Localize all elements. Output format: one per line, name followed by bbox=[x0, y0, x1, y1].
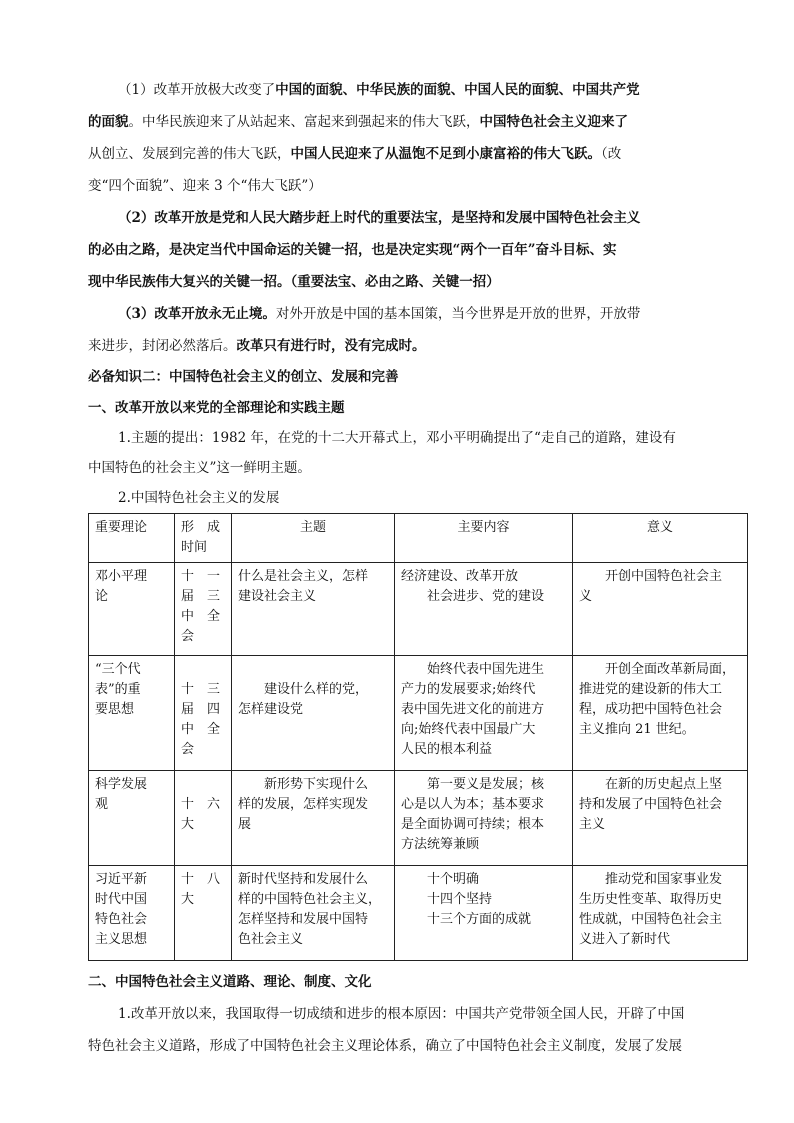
item1-line2: 中国特色的社会主义”这一鲜明主题。 bbox=[88, 460, 311, 476]
cell-theme: 建设什么样的党， 怎样建设党 bbox=[232, 656, 395, 771]
section2-line1: 1.改革开放以来，我国取得一切成绩和进步的根本原因：中国共产党带领全国人民，开辟了中国 bbox=[118, 1006, 685, 1022]
section-heading-1: 一、改革开放以来党的全部理论和实践主题 bbox=[88, 400, 345, 416]
cell-theory: 习近平新 时代中国 特色社会 主义思想 bbox=[89, 866, 175, 961]
cell-theory: 科学发展 观 bbox=[89, 771, 175, 866]
cell-meaning: 在新的历史起点上坚 持和发展了中国特色社会 主义 bbox=[573, 771, 748, 866]
section-heading-2: 二、中国特色社会主义道路、理论、制度、文化 bbox=[88, 974, 372, 990]
cell-theme: 新形势下实现什么 样的发展，怎样实现发 展 bbox=[232, 771, 395, 866]
section2-line2: 特色社会主义道路，形成了中国特色社会主义理论体系，确立了中国特色社会主义制度，发展了发展 bbox=[88, 1038, 682, 1054]
cell-time: 十 三 届 四 中 全 会 bbox=[175, 656, 232, 771]
p3-bold-text: 改革只有进行时，没有完成时。 bbox=[236, 338, 426, 354]
p1-text: （1）改革开放极大改变了 bbox=[118, 82, 276, 98]
item2-label: 2.中国特色社会主义的发展 bbox=[118, 490, 280, 506]
cell-time: 十 一 届 三 中 全 会 bbox=[175, 563, 232, 656]
p1-line3 bbox=[88, 144, 708, 164]
cell-theme: 什么是社会主义，怎样 建设社会主义 bbox=[232, 563, 395, 656]
header-meaning: 意义 bbox=[573, 514, 748, 563]
knowledge2-title: 必备知识二：中国特色社会主义的创立、发展和完善 bbox=[88, 369, 399, 385]
header-theory: 重要理论 bbox=[89, 514, 175, 563]
cell-meaning: 开创中国特色社会主 义 bbox=[573, 563, 748, 656]
cell-theory: “三个代 表”的重 要思想 bbox=[89, 656, 175, 771]
p1-bold-text: 中国人民迎来了从温饱不足到小康富裕的伟大飞跃。 bbox=[290, 146, 601, 162]
p1-line1 bbox=[118, 80, 738, 100]
p1-bold-text: 中国特色社会主义迎来了 bbox=[479, 114, 628, 130]
p3-text: 来进步，封闭必然落后。 bbox=[88, 338, 237, 354]
p1-text: 。中华民族迎来了从站起来、富起来到强起来的伟大飞跃， bbox=[128, 114, 480, 130]
cell-content: 第一要义是发展；核 心是以人为本；基本要求 是全面协调可持续；根本 方法统筹兼顾 bbox=[395, 771, 573, 866]
p2-line1: （2）改革开放是党和人民大踏步赶上时代的重要法宝，是坚持和发展中国特色社会主义 bbox=[118, 210, 641, 226]
table-header-row bbox=[89, 514, 748, 563]
p1-line4 bbox=[88, 176, 708, 196]
p3-line2 bbox=[88, 336, 708, 356]
table-row bbox=[89, 771, 748, 866]
cell-time: 十 八 大 bbox=[175, 866, 232, 961]
cell-meaning: 开创全面改革新局面， 推进党的建设新的伟大工 程，成功把中国特色社会 主义推向 21 世纪。 bbox=[573, 656, 748, 771]
cell-content: 经济建设、改革开放 社会进步、党的建设 bbox=[395, 563, 573, 656]
p1-line2 bbox=[88, 112, 708, 132]
header-time: 形 成 时间 bbox=[175, 514, 232, 563]
p1-text: （改 bbox=[601, 146, 622, 162]
theory-table bbox=[88, 513, 748, 961]
p1-text: 变“四个面貌”、迎来 3 个“伟大飞跃”） bbox=[88, 178, 322, 194]
cell-content: 始终代表中国先进生 产力的发展要求;始终代 表中国先进文化的前进方 向;始终代表中国最广大 人民的根本利益 bbox=[395, 656, 573, 771]
cell-content: 十个明确 十四个坚持 十三个方面的成就 bbox=[395, 866, 573, 961]
item1-line1: 1.主题的提出：1982 年，在党的十二大开幕式上，邓小平明确提出了“走自己的道路，建设有 bbox=[118, 430, 676, 446]
p3-line1 bbox=[118, 304, 738, 324]
header-content: 主要内容 bbox=[395, 514, 573, 563]
table-row bbox=[89, 563, 748, 656]
cell-theory: 邓小平理 论 bbox=[89, 563, 175, 656]
p1-bold-text: 的面貌 bbox=[88, 114, 129, 130]
cell-time: 十 六 大 bbox=[175, 771, 232, 866]
p2-line2: 的必由之路，是决定当代中国命运的关键一招，也是决定实现“两个一百年”奋斗目标、实 bbox=[88, 242, 617, 258]
p2-line3: 现中华民族伟大复兴的关键一招。（重要法宝、必由之路、关键一招） bbox=[88, 274, 500, 290]
p1-text: 从创立、发展到完善的伟大飞跃， bbox=[88, 146, 291, 162]
p3-text: 对外开放是中国的基本国策，当今世界是开放的世界，开放带 bbox=[275, 306, 641, 322]
cell-theme: 新时代坚持和发展什么 样的中国特色社会主义， 怎样坚持和发展中国特 色社会主义 bbox=[232, 866, 395, 961]
header-theme: 主题 bbox=[232, 514, 395, 563]
table-row bbox=[89, 656, 748, 771]
p3-bold-text: （3）改革开放永无止境。 bbox=[118, 306, 276, 322]
cell-meaning: 推动党和国家事业发 生历史性变革、取得历史 性成就，中国特色社会主 义进入了新时代 bbox=[573, 866, 748, 961]
table-row bbox=[89, 866, 748, 961]
p1-bold-text: 中国的面貌、中华民族的面貌、中国人民的面貌、中国共产党 bbox=[275, 82, 640, 98]
